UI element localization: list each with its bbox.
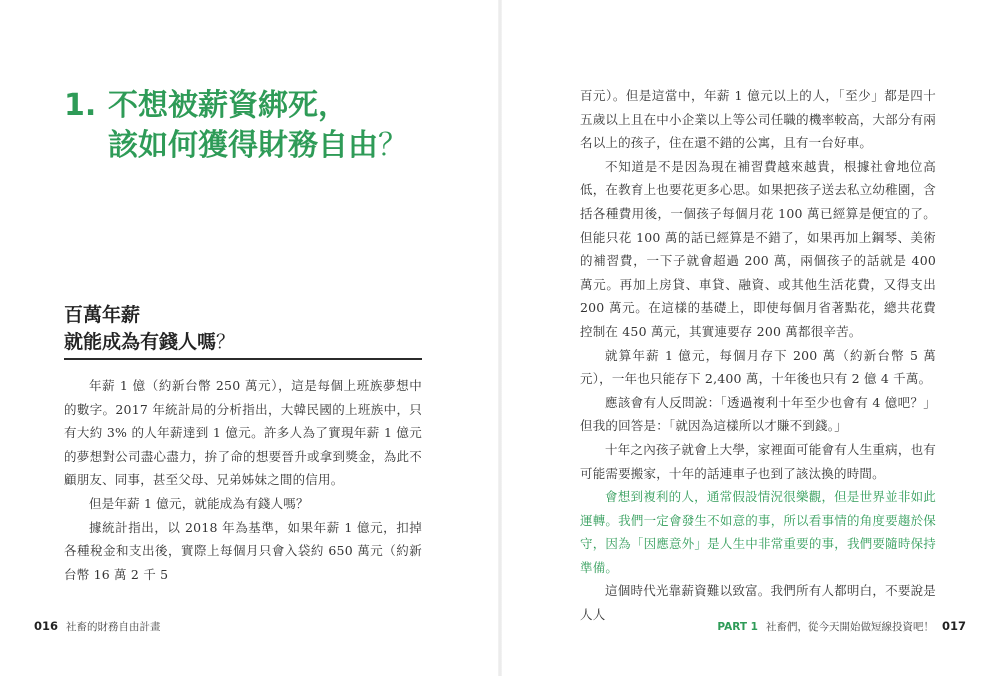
paragraph: 但是年薪 1 億元，就能成為有錢人嗎？ — [89, 495, 309, 511]
right-footer — [717, 619, 966, 634]
chapter-title-text2: 該如何獲得財務自由 — [108, 128, 378, 163]
heading-divider — [64, 358, 422, 360]
left-footer — [34, 619, 161, 634]
paragraph: 十年之內孩子就會上大學，家裡面可能會有人生重病，也有可能需要搬家，十年的話連車子也到了該汰換的時間。 — [580, 441, 936, 481]
section-heading-qmark: ？ — [216, 331, 236, 353]
paragraph: 年薪 1 億（約新台幣 250 萬元），這是每個上班族夢想中的數字。2017 年統計局的分析指出，大韓民國的上班族中，只有大約 3% 的人年薪達到 1 億元。許多人為了實現年薪 1 億元的夢想對公司盡心盡力，拚了命的想要晉升或拿到獎金，為此不顧朋友、同事，甚至父母、兄弟姊妹之間的信用。 — [64, 378, 422, 488]
right-page — [500, 0, 1000, 676]
section-heading-line2 — [64, 329, 422, 356]
part-label: PART 1 — [717, 621, 758, 633]
paragraph-continuation: 百元）。但是這當中，年薪 1 億元以上的人，「至少」都是四十五歲以上且在中小企業以上等公司任職的機率較高，大部分有兩名以上的孩子，住在還不錯的公寓，且有一台好車。 — [580, 88, 936, 151]
right-body-text — [580, 84, 936, 627]
chapter-number: 1. — [64, 88, 97, 123]
left-body-text — [64, 374, 422, 586]
section-heading — [64, 302, 422, 356]
paragraph: 應該會有人反問說：「透過複利十年至少也會有 4 億吧？」但我的回答是：「就因為這樣所以才賺不到錢。」 — [580, 394, 936, 434]
chapter-title-qmark: ？ — [378, 128, 408, 163]
book-title: 社畜的財務自由計畫 — [66, 621, 161, 633]
chapter-title-line1 — [64, 86, 464, 126]
paragraph: 就算年薪 1 億元，每個月存下 200 萬（約新台幣 5 萬元），一年也只能存下 2,400 萬，十年後也只有 2 億 4 千萬。 — [580, 347, 936, 387]
chapter-title-line2 — [64, 126, 464, 166]
section-heading-line1: 百萬年薪 — [64, 304, 141, 326]
paragraph: 這個時代光靠薪資難以致富。我們所有人都明白，不要說是人人 — [580, 583, 936, 623]
section-heading-text2: 就能成為有錢人嗎 — [64, 331, 217, 353]
paragraph: 不知道是不是因為現在補習費越來越貴，根據社會地位高低，在教育上也要花更多心思。如果把孩子送去私立幼稚園，含括各種費用後，一個孩子每個月花 100 萬已經算是便宜的了。但能只花 100 萬的話已經算是不錯了，如果再加上鋼琴、美術的補習費，一下子就會超過 200 萬，兩個孩子的話就是 400 萬元。再加上房貸、車貸、融資、或其他生活花費，又得支出 200 萬元。在這樣的基礎上，即使每個月省著點花，總共花費控制在 450 萬元，其實連要存 200 萬都很辛苦。 — [580, 158, 936, 339]
page-number: 017 — [941, 619, 966, 633]
paragraph: 據統計指出，以 2018 年為基準，如果年薪 1 億元，扣掉各種稅金和支出後，實際上每個月只會入袋約 650 萬元（約新台幣 16 萬 2 千 5 — [64, 519, 422, 582]
highlight-paragraph: 會想到複利的人，通常假設情況很樂觀，但是世界並非如此運轉。我們一定會發生不如意的事，所以看事情的角度要趨於保守，因為「因應意外」是人生中非常重要的事，我們要隨時保持準備。 — [580, 489, 936, 575]
page-number: 016 — [34, 619, 59, 633]
part-title: 社畜們，從今天開始做短線投資吧！ — [765, 621, 934, 633]
chapter-title — [64, 86, 464, 166]
chapter-title-text1: 不想被薪資綁死， — [108, 88, 348, 123]
